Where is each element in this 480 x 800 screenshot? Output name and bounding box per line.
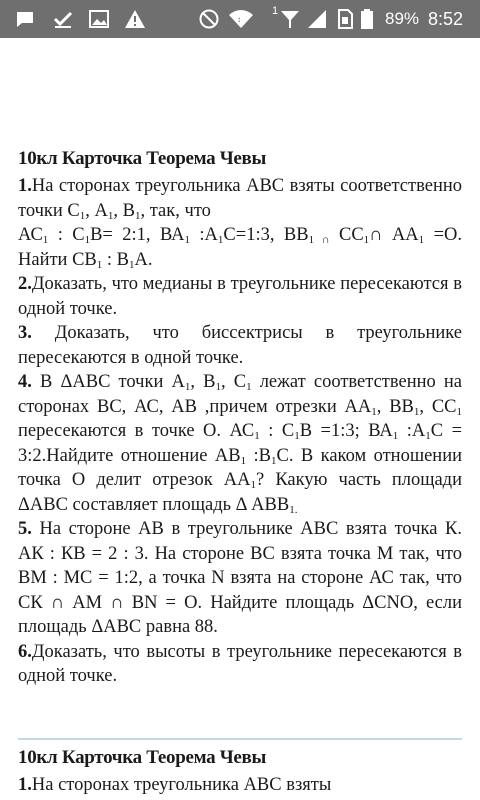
wifi-icon: [228, 8, 254, 30]
card-2-task-1: 1.На сторонах треугольника АВС взяты: [18, 775, 332, 795]
sim-icon: [334, 8, 356, 30]
status-bar: [0, 0, 480, 38]
do-not-disturb-icon: [198, 8, 220, 30]
task-2: 2.Доказать, что медианы в треугольнике пересекаются в одной точке.: [18, 274, 462, 319]
signal-icon: [279, 8, 301, 30]
task-1: 1.На сторонах треугольника АВС взяты соответственно точки $С_1$, $А_1$, $В_1$, так, что: [18, 176, 462, 222]
image-icon: [88, 8, 110, 30]
battery-percent: 89%: [385, 9, 420, 28]
task-2-number: 2.: [18, 274, 32, 294]
task-6-number: 6.: [18, 641, 32, 662]
task-4-number: 4.: [18, 372, 32, 392]
document-card-2: [18, 745, 462, 798]
task-1-number: 1.: [18, 176, 32, 196]
card-divider: [18, 738, 462, 740]
task-4: 4. В ΔАВС точки $А_1$, $В_1$, $С_1$ лежат соответственно на сторонах ВС, АС, АВ ,причем отрезки $АА_1$, $ВВ_1$, $СС_1$ пересекаются в точке О. $АС_1$ : $С_1В$ =1:3; $ВА_1$ $:А_1С$ = 3:2.Найдите отношение $АВ_1$ $:В_1С$. В каком отношении точка О делит отрезок $АА_1$? Какую часть площади ΔАВС составляет площадь Δ $АВВ_{1.}$: [18, 372, 463, 516]
task-5-number: 5.: [18, 519, 32, 539]
checkmark-icon: [52, 8, 74, 30]
warning-icon: [124, 8, 146, 30]
sim-label: 1: [272, 5, 279, 17]
card-2-task-1-number: 1.: [18, 775, 32, 795]
svg-text:↕: ↕: [237, 15, 241, 24]
task-3: 3. Доказать, что биссектрисы в треугольнике пересекаются в одной точке.: [18, 323, 462, 368]
task-5: 5. На стороне АВ в треугольнике АВС взята точка К. АК : КВ = 2 : 3. На стороне ВС взята точка М так, что ВМ : МС = 1:2, а точка N взята на стороне АС так, что СК ∩ АМ ∩ BN = О. Найдите площадь ΔСNO, если площадь ΔАВС равна 88.: [18, 519, 462, 637]
card-title: 10кл Карточка Теорема Чевы: [18, 148, 267, 169]
task-6: 6.Доказать, что высоты в треугольнике пересекаются в одной точке.: [18, 641, 462, 686]
document-card: [18, 146, 462, 689]
task-3-number: 3.: [18, 323, 32, 343]
task-1-ratios: $АС_1$ : $С_1В=$ 2:1, $ВА_1$ $:А_1С=1:3$, $ВВ_{1 \cap}$ $СС_1\cap$ $АА_1 =О$. Найти $СВ_1$ : $В_1А$.: [18, 225, 463, 271]
chat-bubble-icon: [14, 8, 36, 30]
clock-time: 8:52: [428, 9, 464, 29]
signal-bars-icon: [306, 8, 328, 30]
card-2-title: 10кл Карточка Теорема Чевы: [18, 747, 267, 768]
battery-icon: [360, 8, 374, 30]
